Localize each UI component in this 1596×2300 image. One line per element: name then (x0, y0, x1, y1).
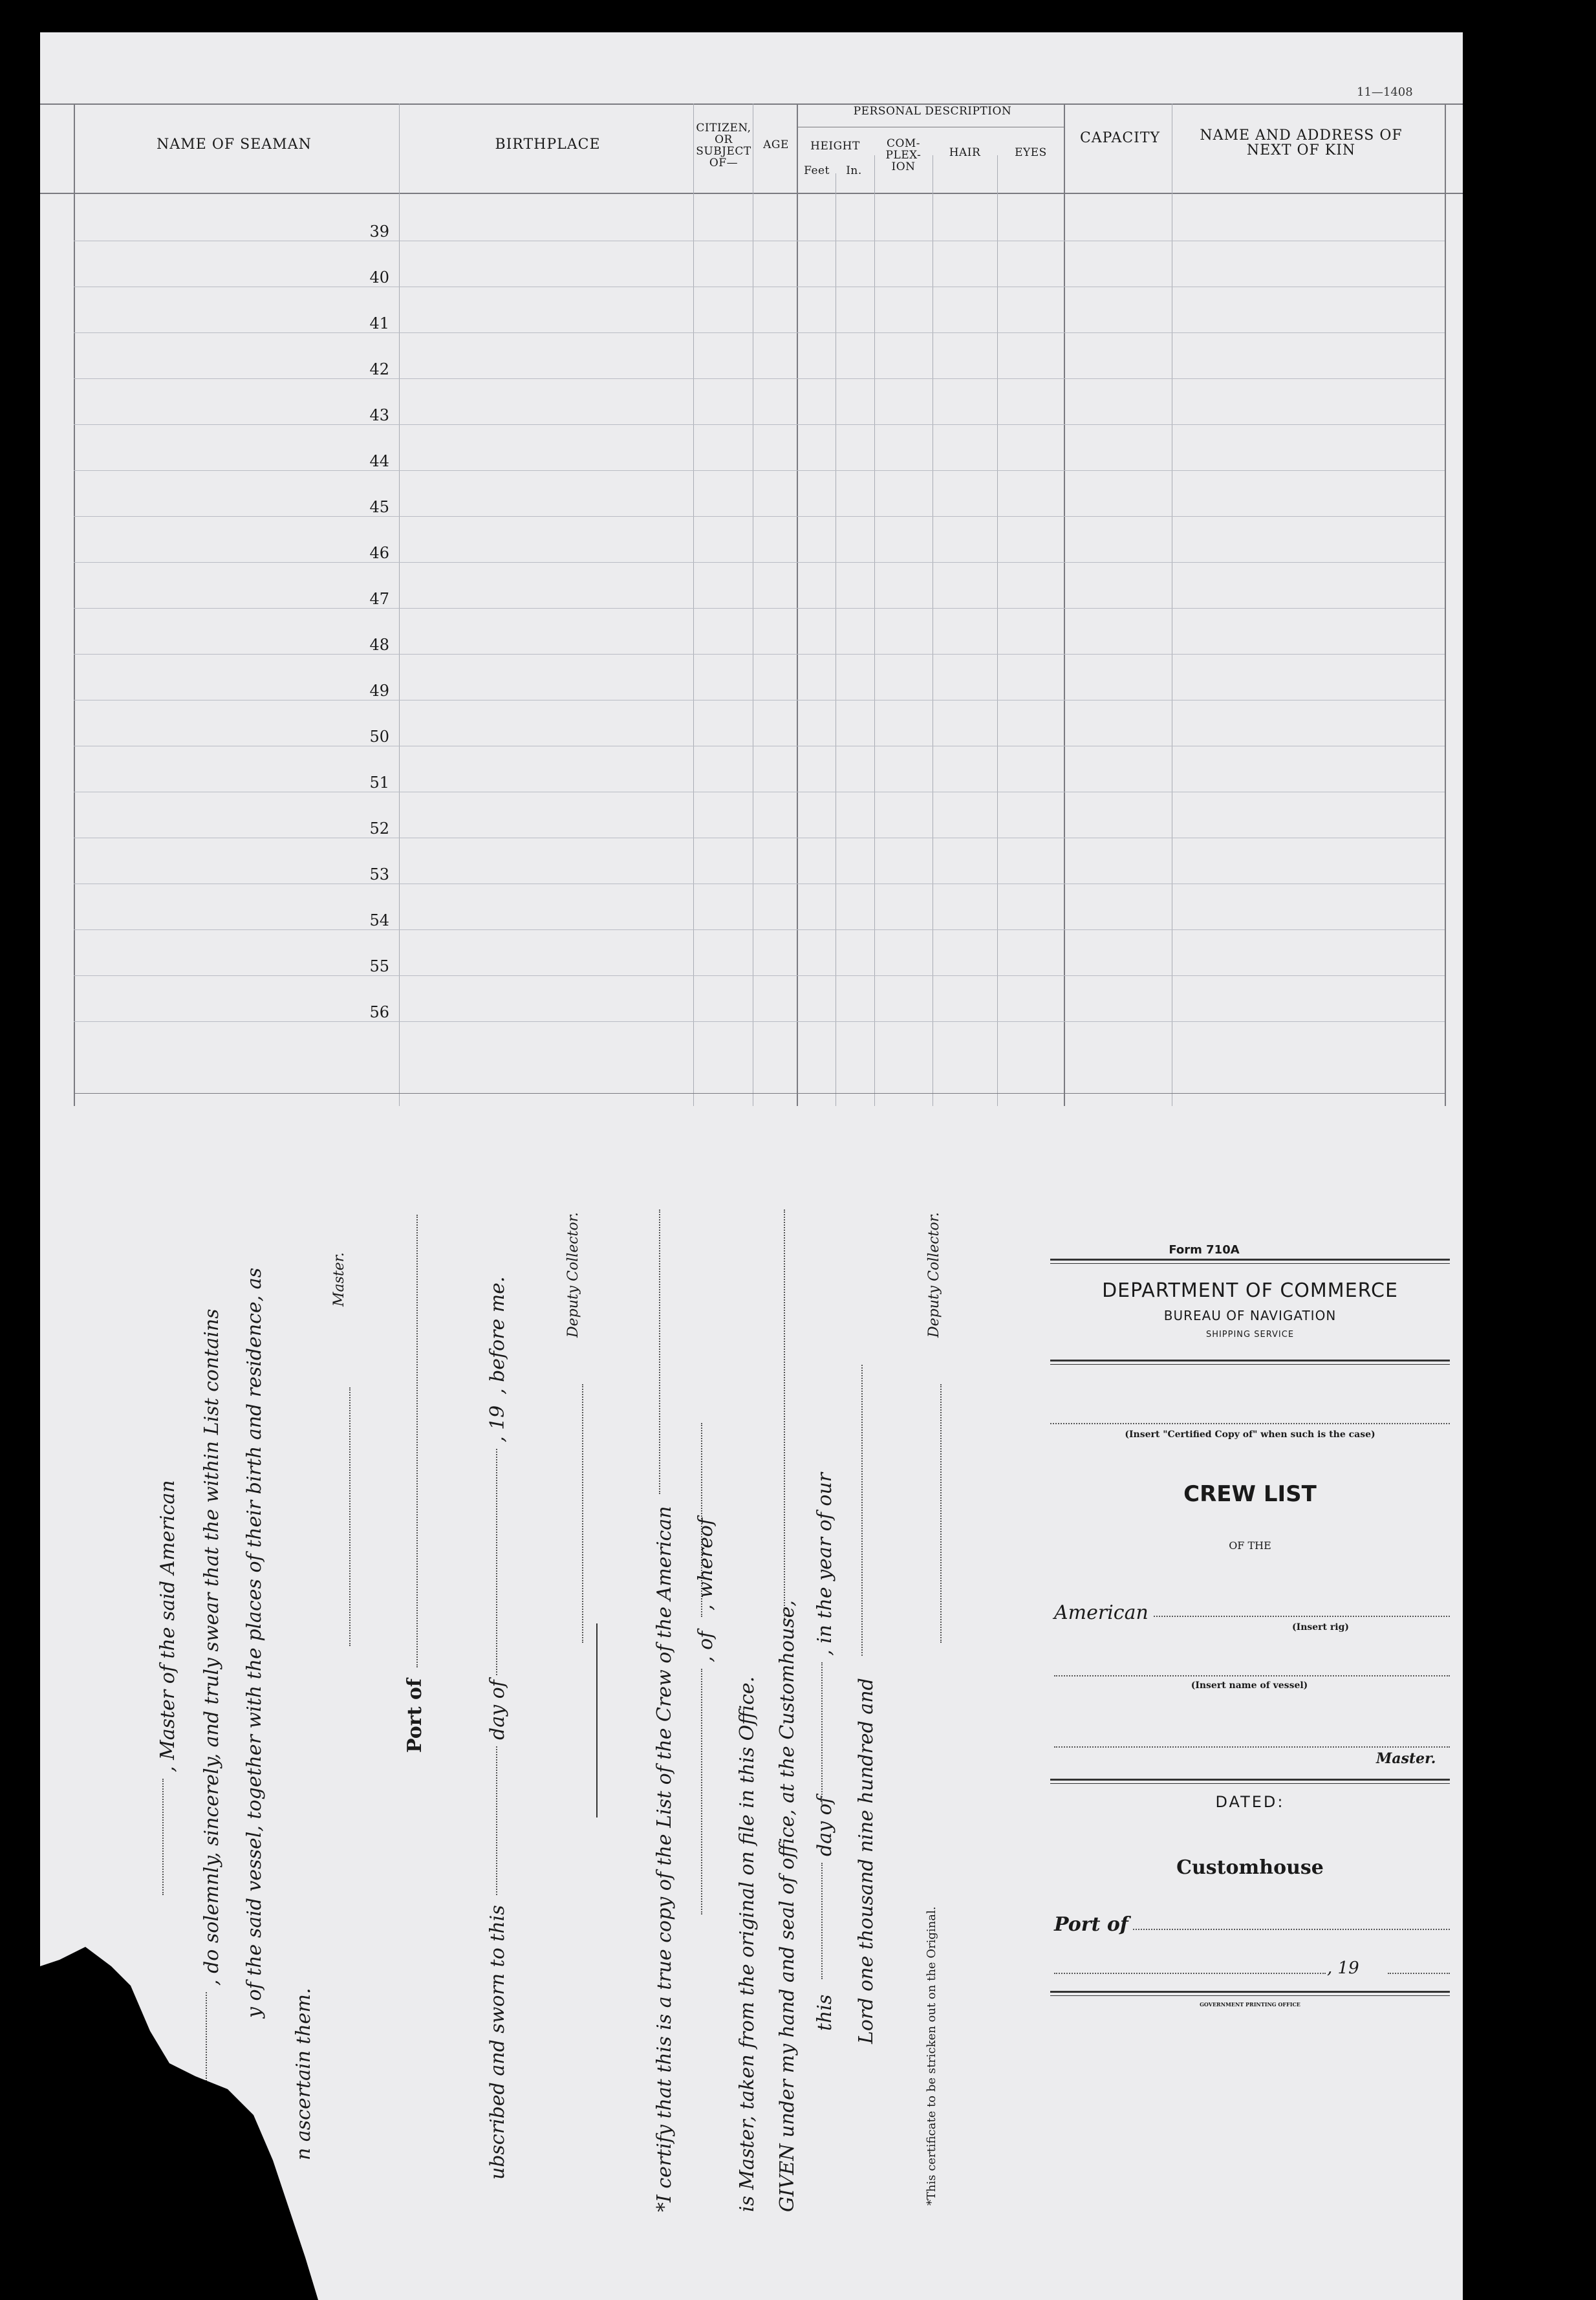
oath-line-2: , do solemnly, sincerely, and truly swear that the within List contains (200, 1308, 223, 1986)
row-number: 45 (369, 498, 389, 516)
header-inches: In. (846, 164, 862, 177)
insert-certified-note: (Insert "Certified Copy of" when such is the case) (1125, 1429, 1375, 1440)
column-rule (874, 155, 875, 1106)
port-of-line (416, 1215, 418, 1667)
lord-blank (861, 1365, 863, 1656)
oath-line-4: n ascertain them. (292, 1988, 315, 2160)
of-blank-1 (701, 1669, 702, 1915)
printer-imprint: GOVERNMENT PRINTING OFFICE (1200, 2001, 1300, 2008)
row-number: 56 (369, 1003, 389, 1021)
subscribed-day-blank (496, 1746, 497, 1895)
day-of-blank-2 (821, 1662, 823, 1805)
certify-blank (659, 1210, 660, 1494)
row-rule (74, 378, 1445, 379)
row-rule (74, 562, 1445, 563)
separator-rule (596, 1623, 598, 1817)
day-of-blank (496, 1449, 497, 1675)
vessel-name-blank (1054, 1675, 1450, 1676)
form-number: Form 710A (1169, 1243, 1240, 1257)
back-rule (1050, 1259, 1450, 1261)
date-back-blank (1054, 1973, 1326, 1974)
torn-edge (40, 32, 325, 2300)
year-back-blank (1388, 1973, 1450, 1974)
back-rule (1050, 1783, 1450, 1784)
port-of-back-blank (1133, 1929, 1450, 1930)
row-number: 39 (369, 222, 389, 241)
deputy-collector-label-1: Deputy Collector. (565, 1212, 581, 1338)
bureau-title: BUREAU OF NAVIGATION (1163, 1308, 1337, 1323)
header-feet: Feet (804, 164, 830, 177)
is-master-text: is Master, taken from the original on file in this Office. (736, 1676, 759, 2212)
certified-copy-blank (1050, 1423, 1450, 1424)
header-age: AGE (763, 138, 789, 151)
row-number: 46 (369, 544, 389, 562)
of-the-label: OF THE (1229, 1539, 1271, 1552)
header-capacity: CAPACITY (1079, 130, 1161, 146)
header-birthplace: BIRTHPLACE (495, 136, 601, 153)
header-citizen: CITIZEN, OR SUBJECT OF— (696, 122, 751, 169)
master-signature-line (349, 1387, 350, 1646)
row-rule (74, 929, 1445, 930)
row-number: 52 (369, 819, 389, 838)
header-height: HEIGHT (810, 140, 860, 153)
port-of-back-label: Port of (1054, 1913, 1128, 1936)
given-blank (784, 1210, 785, 1623)
crew-list-title: CREW LIST (1183, 1481, 1317, 1507)
insert-rig-note: (Insert rig) (1292, 1622, 1349, 1633)
customhouse-label: Customhouse (1176, 1856, 1324, 1879)
header-personal-description: PERSONAL DESCRIPTION (853, 105, 1012, 118)
rig-blank (1154, 1616, 1450, 1617)
back-rule (1050, 1991, 1450, 1993)
column-rule (399, 103, 400, 1106)
row-number: 53 (369, 865, 389, 884)
service-title: SHIPPING SERVICE (1205, 1330, 1295, 1340)
column-rule (1064, 103, 1065, 1106)
header-eyes: EYES (1015, 146, 1047, 159)
header-complexion: COM-PLEX-ION (885, 137, 922, 173)
back-rule (1050, 1995, 1450, 1996)
certify-text: *I certify that this is a true copy of the List of the Crew of the American (653, 1506, 676, 2212)
row-number: 55 (369, 957, 389, 975)
deputy-collector-line-1 (582, 1384, 583, 1643)
certificate-footnote: *This certificate to be stricken out on the Original. (925, 1906, 938, 2206)
row-number: 43 (369, 406, 389, 424)
back-rule (1050, 1360, 1450, 1362)
row-number: 50 (369, 728, 389, 746)
back-rule (1050, 1364, 1450, 1365)
row-number: 41 (369, 314, 389, 332)
given-text: GIVEN under my hand and seal of office, at the Customhouse, (776, 1600, 799, 2212)
row-rule (74, 516, 1445, 517)
before-me-text: , before me. (486, 1276, 509, 1394)
this-blank (821, 1863, 823, 1979)
row-number: 40 (369, 268, 389, 287)
row-number: 47 (369, 590, 389, 608)
row-number: 44 (369, 452, 389, 470)
column-rule (997, 155, 998, 1106)
row-number: 48 (369, 636, 389, 654)
department-title: DEPARTMENT OF COMMERCE (1102, 1279, 1398, 1302)
row-number: 49 (369, 682, 389, 700)
day-of-label-2: day of (814, 1796, 836, 1856)
master-signature-label: Master. (331, 1252, 347, 1307)
oath-line-1: , Master of the said American (156, 1480, 179, 1772)
row-rule (74, 1021, 1445, 1022)
column-rule (1445, 103, 1446, 1106)
deputy-collector-label-2: Deputy Collector. (926, 1212, 942, 1338)
american-label: American (1054, 1601, 1148, 1624)
header-hair: HAIR (949, 146, 981, 159)
whereof-label: , whereof (695, 1517, 717, 1611)
back-rule (1050, 1263, 1450, 1264)
nineteen-back-label: , 19 (1327, 1958, 1359, 1978)
row-rule (74, 975, 1445, 976)
year-of-our-text: , in the year of our (814, 1472, 836, 1656)
nineteen-label: , 19 (486, 1405, 509, 1442)
row-rule (74, 424, 1445, 425)
this-label: this (814, 1994, 836, 2031)
oath-line-3: y of the said vessel, together with the places of their birth and residence, as (243, 1267, 266, 2018)
row-number: 42 (369, 360, 389, 378)
row-rule (74, 608, 1445, 609)
row-number: 54 (369, 911, 389, 929)
document-page (40, 32, 1463, 2300)
header-next-of-kin: NAME AND ADDRESS OF NEXT OF KIN (1200, 127, 1403, 159)
form-code: 11—1408 (1357, 85, 1413, 99)
master-label: Master. (1376, 1750, 1436, 1767)
insert-name-note: (Insert name of vessel) (1191, 1680, 1308, 1691)
column-rule (693, 103, 694, 1106)
column-rule (797, 103, 798, 1106)
row-number: 51 (369, 774, 389, 792)
lord-text: Lord one thousand nine hundred and (855, 1678, 878, 2044)
row-rule (74, 332, 1445, 333)
row-rule (74, 654, 1445, 655)
dated-label: DATED: (1215, 1793, 1285, 1811)
master-blank (1054, 1746, 1450, 1748)
of-label: , of (695, 1631, 717, 1662)
header-name-of-seaman: NAME OF SEAMAN (156, 136, 312, 153)
day-of-label: day of (486, 1680, 509, 1740)
subscribed-text: ubscribed and sworn to this (486, 1905, 509, 2180)
row-rule (74, 470, 1445, 471)
deputy-collector-line-2 (940, 1384, 942, 1643)
port-of-label: Port of (404, 1678, 426, 1753)
back-rule (1050, 1779, 1450, 1781)
